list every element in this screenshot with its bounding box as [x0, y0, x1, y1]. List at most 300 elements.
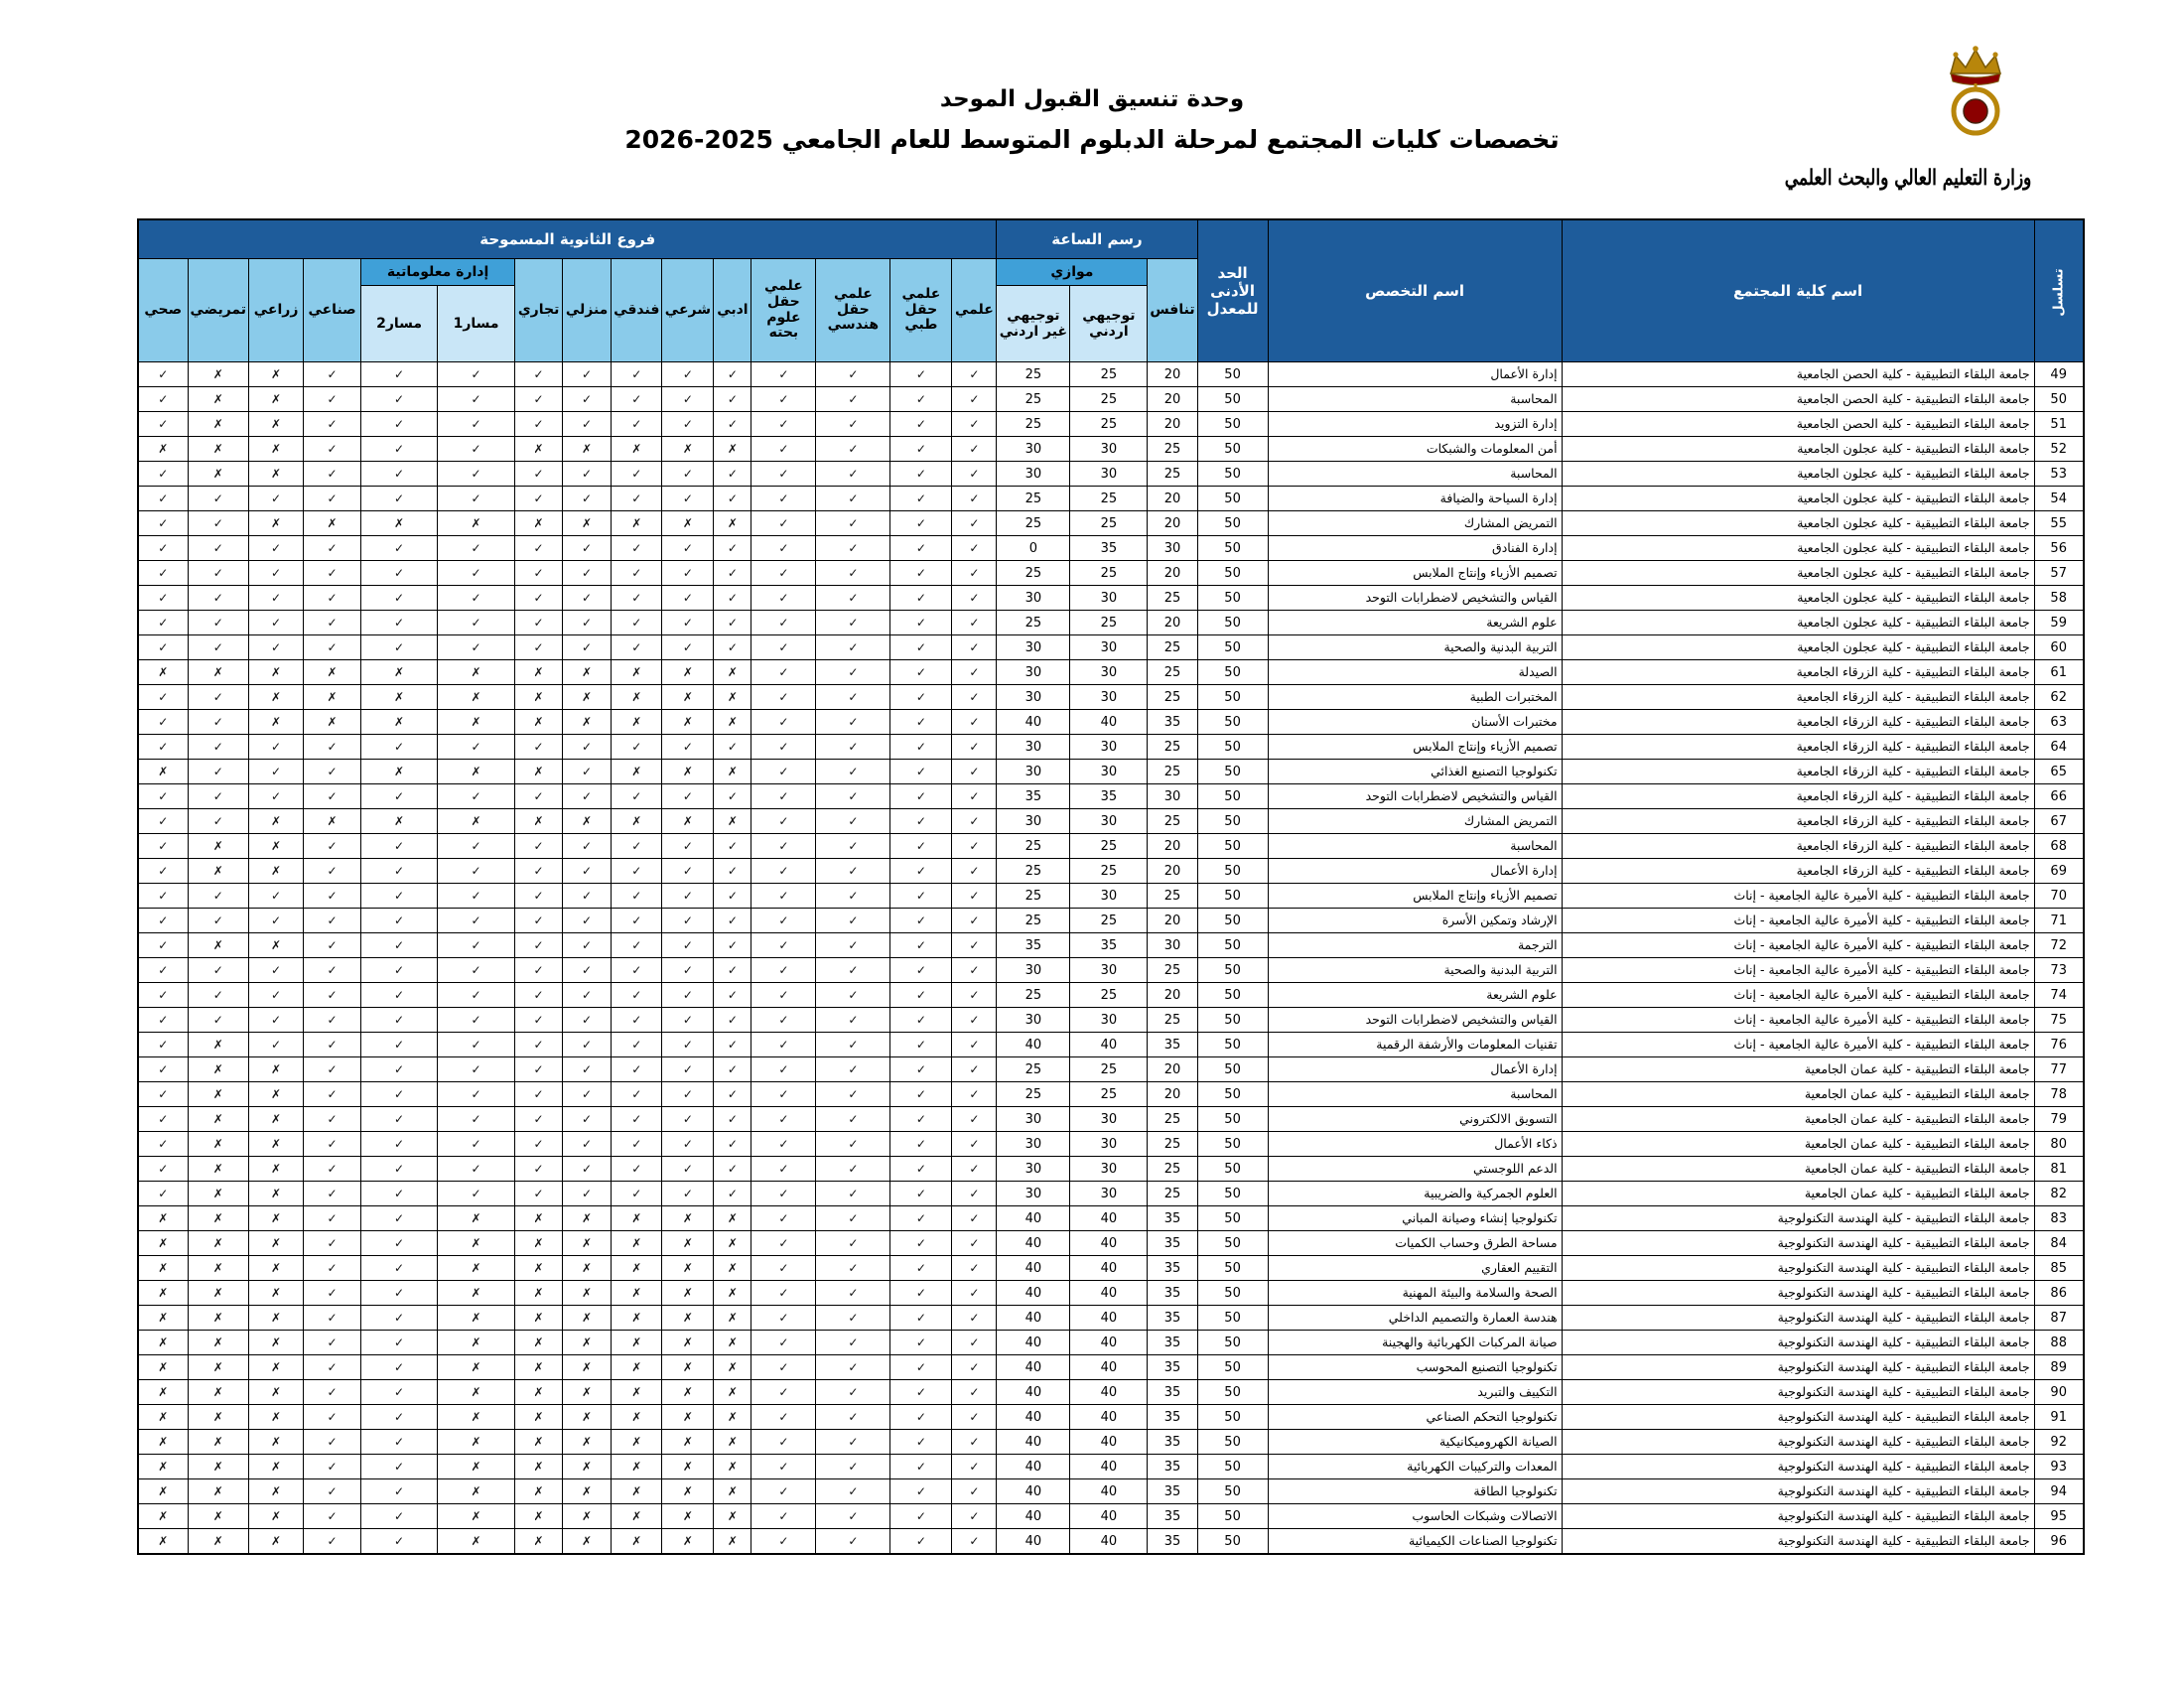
parallel-fee-jordanian-value: 30	[1070, 437, 1148, 462]
branch-allowed-mark: ✗	[563, 1331, 612, 1355]
branch-allowed-mark: ✗	[188, 1206, 249, 1231]
college-name: جامعة البلقاء التطبيقية - كلية الهندسة التكنولوجية	[1562, 1405, 2034, 1430]
branch-allowed-mark: ✗	[612, 1306, 662, 1331]
branch-allowed-mark: ✓	[138, 412, 188, 437]
branch-allowed-mark: ✗	[714, 511, 751, 536]
page-subtitle: تخصصات كليات المجتمع لمرحلة الدبلوم المتوسط للعام الجامعي 2025-2026	[624, 125, 1560, 155]
parallel-fee-non-jordanian-value: 40	[997, 1405, 1070, 1430]
branch-allowed-mark: ✓	[816, 1430, 890, 1455]
branch-allowed-mark: ✓	[515, 859, 563, 884]
competition-fee-value: 35	[1148, 1504, 1197, 1529]
competition-fee-value: 20	[1148, 611, 1197, 635]
col-header-sharia: شرعي	[662, 259, 714, 362]
branch-allowed-mark: ✓	[563, 1157, 612, 1182]
branch-allowed-mark: ✓	[890, 685, 952, 710]
branch-allowed-mark: ✗	[563, 1355, 612, 1380]
parallel-fee-jordanian-value: 40	[1070, 1405, 1148, 1430]
college-name: جامعة البلقاء التطبيقية - كلية الزرقاء الجامعية	[1562, 859, 2034, 884]
branch-allowed-mark: ✓	[952, 859, 997, 884]
college-name: جامعة البلقاء التطبيقية - كلية الحصن الجامعية	[1562, 362, 2034, 387]
branch-allowed-mark: ✓	[563, 884, 612, 909]
branch-allowed-mark: ✓	[438, 586, 515, 611]
branch-allowed-mark: ✓	[438, 909, 515, 933]
branch-allowed-mark: ✓	[138, 685, 188, 710]
college-name: جامعة البلقاء التطبيقية - كلية الهندسة التكنولوجية	[1562, 1206, 2034, 1231]
branch-allowed-mark: ✓	[515, 884, 563, 909]
specialization-name: إدارة الأعمال	[1268, 859, 1562, 884]
branch-allowed-mark: ✓	[714, 784, 751, 809]
branch-allowed-mark: ✓	[188, 536, 249, 561]
competition-fee-value: 35	[1148, 1281, 1197, 1306]
branch-allowed-mark: ✗	[138, 1529, 188, 1555]
branch-allowed-mark: ✓	[816, 809, 890, 834]
branch-allowed-mark: ✓	[612, 586, 662, 611]
branch-allowed-mark: ✗	[714, 1479, 751, 1504]
col-header-competition: تنافس	[1148, 259, 1197, 362]
parallel-fee-non-jordanian-value: 25	[997, 511, 1070, 536]
branch-allowed-mark: ✓	[138, 1057, 188, 1082]
branch-allowed-mark: ✓	[438, 1008, 515, 1033]
competition-fee-value: 35	[1148, 1256, 1197, 1281]
table-row	[138, 834, 2084, 859]
branch-allowed-mark: ✓	[662, 983, 714, 1008]
college-name: جامعة البلقاء التطبيقية - كلية الهندسة التكنولوجية	[1562, 1479, 2034, 1504]
specialization-name: التقييم العقاري	[1268, 1256, 1562, 1281]
branch-allowed-mark: ✓	[751, 536, 816, 561]
branch-allowed-mark: ✗	[438, 1231, 515, 1256]
branch-allowed-mark: ✗	[563, 1281, 612, 1306]
college-name: جامعة البلقاء التطبيقية - كلية عجلون الجامعية	[1562, 487, 2034, 511]
branch-allowed-mark: ✓	[188, 958, 249, 983]
branch-allowed-mark: ✗	[138, 1231, 188, 1256]
parallel-fee-jordanian-value: 25	[1070, 909, 1148, 933]
branch-allowed-mark: ✓	[612, 1132, 662, 1157]
branch-allowed-mark: ✗	[515, 1355, 563, 1380]
branch-allowed-mark: ✓	[890, 1107, 952, 1132]
row-serial: 55	[2034, 511, 2084, 536]
college-name: جامعة البلقاء التطبيقية - كلية الزرقاء الجامعية	[1562, 710, 2034, 735]
branch-allowed-mark: ✓	[952, 1529, 997, 1555]
table-row	[138, 1306, 2084, 1331]
branch-allowed-mark: ✓	[890, 859, 952, 884]
branch-allowed-mark: ✓	[952, 536, 997, 561]
branch-allowed-mark: ✓	[304, 784, 361, 809]
branch-allowed-mark: ✓	[361, 1455, 438, 1479]
branch-allowed-mark: ✓	[816, 1405, 890, 1430]
parallel-fee-jordanian-value: 30	[1070, 685, 1148, 710]
parallel-fee-non-jordanian-value: 30	[997, 1107, 1070, 1132]
col-header-agricultural: زراعي	[249, 259, 304, 362]
branch-allowed-mark: ✓	[515, 1132, 563, 1157]
branch-allowed-mark: ✓	[304, 1107, 361, 1132]
row-serial: 80	[2034, 1132, 2084, 1157]
branch-allowed-mark: ✓	[751, 933, 816, 958]
branch-allowed-mark: ✓	[138, 1082, 188, 1107]
branch-allowed-mark: ✓	[890, 635, 952, 660]
branch-allowed-mark: ✗	[249, 685, 304, 710]
branch-allowed-mark: ✓	[714, 983, 751, 1008]
branch-allowed-mark: ✗	[188, 1033, 249, 1057]
branch-allowed-mark: ✓	[563, 635, 612, 660]
table-row	[138, 511, 2084, 536]
table-row	[138, 1504, 2084, 1529]
branch-allowed-mark: ✓	[662, 884, 714, 909]
specialization-name: المختبرات الطبية	[1268, 685, 1562, 710]
branch-allowed-mark: ✗	[188, 1281, 249, 1306]
college-name: جامعة البلقاء التطبيقية - كلية الهندسة التكنولوجية	[1562, 1504, 2034, 1529]
branch-allowed-mark: ✓	[714, 933, 751, 958]
branch-allowed-mark: ✓	[361, 1082, 438, 1107]
branch-allowed-mark: ✓	[662, 412, 714, 437]
branch-allowed-mark: ✓	[438, 362, 515, 387]
row-serial: 54	[2034, 487, 2084, 511]
col-header-college: اسم كلية المجتمع	[1562, 219, 2034, 362]
min-average-value: 50	[1197, 412, 1268, 437]
parallel-fee-non-jordanian-value: 25	[997, 983, 1070, 1008]
branch-allowed-mark: ✗	[612, 1206, 662, 1231]
branch-allowed-mark: ✓	[612, 784, 662, 809]
branch-allowed-mark: ✓	[515, 1008, 563, 1033]
min-average-value: 50	[1197, 1157, 1268, 1182]
college-name: جامعة البلقاء التطبيقية - كلية عمان الجامعية	[1562, 1157, 2034, 1182]
branch-allowed-mark: ✓	[890, 362, 952, 387]
branch-allowed-mark: ✓	[952, 834, 997, 859]
competition-fee-value: 20	[1148, 834, 1197, 859]
parallel-fee-non-jordanian-value: 35	[997, 933, 1070, 958]
parallel-fee-jordanian-value: 30	[1070, 1132, 1148, 1157]
table-row	[138, 1331, 2084, 1355]
branch-allowed-mark: ✓	[662, 362, 714, 387]
min-average-value: 50	[1197, 859, 1268, 884]
branch-allowed-mark: ✓	[751, 1182, 816, 1206]
branch-allowed-mark: ✓	[188, 511, 249, 536]
branch-allowed-mark: ✓	[304, 735, 361, 760]
branch-allowed-mark: ✗	[662, 760, 714, 784]
branch-allowed-mark: ✓	[816, 511, 890, 536]
branch-allowed-mark: ✓	[515, 983, 563, 1008]
branch-allowed-mark: ✓	[952, 933, 997, 958]
parallel-fee-non-jordanian-value: 40	[997, 1479, 1070, 1504]
branch-allowed-mark: ✗	[662, 685, 714, 710]
table-row	[138, 586, 2084, 611]
min-average-value: 50	[1197, 1306, 1268, 1331]
branch-allowed-mark: ✓	[515, 536, 563, 561]
branch-allowed-mark: ✓	[138, 586, 188, 611]
branch-allowed-mark: ✓	[563, 1008, 612, 1033]
branch-allowed-mark: ✗	[515, 1331, 563, 1355]
branch-allowed-mark: ✗	[361, 660, 438, 685]
branch-allowed-mark: ✗	[438, 1455, 515, 1479]
table-row	[138, 1231, 2084, 1256]
branch-allowed-mark: ✓	[890, 784, 952, 809]
specialization-name: القياس والتشخيص لاضطرابات التوحد	[1268, 1008, 1562, 1033]
branch-allowed-mark: ✗	[188, 1157, 249, 1182]
branch-allowed-mark: ✗	[563, 1405, 612, 1430]
min-average-value: 50	[1197, 1107, 1268, 1132]
branch-allowed-mark: ✗	[249, 1281, 304, 1306]
college-name: جامعة البلقاء التطبيقية - كلية الهندسة التكنولوجية	[1562, 1380, 2034, 1405]
min-average-value: 50	[1197, 387, 1268, 412]
branch-allowed-mark: ✓	[138, 859, 188, 884]
branch-allowed-mark: ✗	[612, 1529, 662, 1555]
branch-allowed-mark: ✗	[249, 834, 304, 859]
branch-allowed-mark: ✗	[563, 1479, 612, 1504]
competition-fee-value: 30	[1148, 536, 1197, 561]
branch-allowed-mark: ✓	[890, 1529, 952, 1555]
branch-allowed-mark: ✓	[952, 1380, 997, 1405]
branch-allowed-mark: ✓	[612, 1107, 662, 1132]
branch-allowed-mark: ✓	[816, 834, 890, 859]
specialization-name: تكنولوجيا التصنيع المحوسب	[1268, 1355, 1562, 1380]
parallel-fee-jordanian-value: 40	[1070, 1281, 1148, 1306]
parallel-fee-non-jordanian-value: 25	[997, 561, 1070, 586]
branch-allowed-mark: ✓	[438, 487, 515, 511]
competition-fee-value: 25	[1148, 660, 1197, 685]
branch-allowed-mark: ✓	[249, 611, 304, 635]
branch-allowed-mark: ✓	[816, 660, 890, 685]
branch-allowed-mark: ✓	[662, 561, 714, 586]
branch-allowed-mark: ✓	[304, 1479, 361, 1504]
branch-allowed-mark: ✗	[188, 412, 249, 437]
branch-allowed-mark: ✓	[304, 983, 361, 1008]
row-serial: 51	[2034, 412, 2084, 437]
branch-allowed-mark: ✗	[188, 1256, 249, 1281]
col-header-home-economics: منزلي	[563, 259, 612, 362]
branch-allowed-mark: ✓	[714, 834, 751, 859]
branch-allowed-mark: ✗	[188, 437, 249, 462]
branch-allowed-mark: ✓	[304, 1405, 361, 1430]
parallel-fee-non-jordanian-value: 30	[997, 958, 1070, 983]
branch-allowed-mark: ✓	[816, 462, 890, 487]
branch-allowed-mark: ✗	[612, 1504, 662, 1529]
branch-allowed-mark: ✓	[563, 412, 612, 437]
college-name: جامعة البلقاء التطبيقية - كلية الأميرة عالية الجامعية - إناث	[1562, 1008, 2034, 1033]
branch-allowed-mark: ✓	[816, 1504, 890, 1529]
table-header	[138, 219, 2084, 362]
competition-fee-value: 20	[1148, 487, 1197, 511]
branch-allowed-mark: ✓	[563, 1182, 612, 1206]
branch-allowed-mark: ✓	[816, 735, 890, 760]
college-name: جامعة البلقاء التطبيقية - كلية الزرقاء الجامعية	[1562, 760, 2034, 784]
branch-allowed-mark: ✓	[361, 1380, 438, 1405]
branch-allowed-mark: ✓	[515, 1033, 563, 1057]
branch-allowed-mark: ✓	[563, 586, 612, 611]
branch-allowed-mark: ✓	[952, 1082, 997, 1107]
branch-allowed-mark: ✗	[714, 1355, 751, 1380]
branch-allowed-mark: ✗	[563, 511, 612, 536]
branch-allowed-mark: ✓	[751, 983, 816, 1008]
col-header-ilmi: علمي	[952, 259, 997, 362]
branch-allowed-mark: ✓	[816, 1380, 890, 1405]
min-average-value: 50	[1197, 809, 1268, 834]
parallel-fee-jordanian-value: 35	[1070, 784, 1148, 809]
branch-allowed-mark: ✗	[612, 1231, 662, 1256]
branch-allowed-mark: ✓	[751, 1479, 816, 1504]
parallel-fee-jordanian-value: 30	[1070, 586, 1148, 611]
col-header-tawjihi-non-jordanian: توجيهي غير اردني	[997, 286, 1070, 362]
parallel-fee-jordanian-value: 25	[1070, 511, 1148, 536]
min-average-value: 50	[1197, 611, 1268, 635]
branch-allowed-mark: ✓	[138, 1107, 188, 1132]
parallel-fee-jordanian-value: 25	[1070, 834, 1148, 859]
branch-allowed-mark: ✗	[714, 760, 751, 784]
competition-fee-value: 20	[1148, 1082, 1197, 1107]
branch-allowed-mark: ✗	[714, 1430, 751, 1455]
branch-allowed-mark: ✓	[515, 1107, 563, 1132]
branch-allowed-mark: ✗	[249, 1306, 304, 1331]
college-name: جامعة البلقاء التطبيقية - كلية الهندسة التكنولوجية	[1562, 1256, 2034, 1281]
branch-allowed-mark: ✓	[361, 1132, 438, 1157]
table-row	[138, 735, 2084, 760]
specialization-name: تكنولوجيا الطاقة	[1268, 1479, 1562, 1504]
branch-allowed-mark: ✓	[751, 586, 816, 611]
parallel-fee-jordanian-value: 30	[1070, 635, 1148, 660]
min-average-value: 50	[1197, 1082, 1268, 1107]
branch-allowed-mark: ✗	[188, 1355, 249, 1380]
branch-allowed-mark: ✓	[361, 1256, 438, 1281]
branch-allowed-mark: ✓	[816, 1355, 890, 1380]
branch-allowed-mark: ✓	[563, 387, 612, 412]
branch-allowed-mark: ✓	[563, 909, 612, 933]
branch-allowed-mark: ✓	[890, 1430, 952, 1455]
branch-allowed-mark: ✓	[249, 784, 304, 809]
branch-allowed-mark: ✓	[816, 909, 890, 933]
min-average-value: 50	[1197, 784, 1268, 809]
branch-allowed-mark: ✓	[662, 834, 714, 859]
branch-allowed-mark: ✓	[304, 487, 361, 511]
branch-allowed-mark: ✓	[138, 983, 188, 1008]
branch-allowed-mark: ✓	[890, 1231, 952, 1256]
branch-allowed-mark: ✗	[515, 710, 563, 735]
branch-allowed-mark: ✗	[438, 710, 515, 735]
parallel-fee-non-jordanian-value: 40	[997, 1529, 1070, 1555]
branch-allowed-mark: ✓	[612, 635, 662, 660]
branch-allowed-mark: ✓	[751, 685, 816, 710]
competition-fee-value: 35	[1148, 1380, 1197, 1405]
branch-allowed-mark: ✗	[188, 1504, 249, 1529]
branch-allowed-mark: ✓	[612, 462, 662, 487]
branch-allowed-mark: ✓	[515, 635, 563, 660]
branch-allowed-mark: ✗	[188, 1082, 249, 1107]
branch-allowed-mark: ✓	[714, 362, 751, 387]
branch-allowed-mark: ✗	[563, 1455, 612, 1479]
branch-allowed-mark: ✗	[188, 1380, 249, 1405]
branch-allowed-mark: ✓	[249, 760, 304, 784]
branch-allowed-mark: ✗	[188, 362, 249, 387]
branch-allowed-mark: ✗	[612, 511, 662, 536]
branch-allowed-mark: ✗	[249, 1057, 304, 1082]
branch-allowed-mark: ✓	[361, 1479, 438, 1504]
parallel-fee-jordanian-value: 30	[1070, 884, 1148, 909]
branch-allowed-mark: ✓	[890, 586, 952, 611]
parallel-fee-jordanian-value: 40	[1070, 1256, 1148, 1281]
branch-allowed-mark: ✓	[515, 1057, 563, 1082]
branch-allowed-mark: ✓	[751, 1033, 816, 1057]
branch-allowed-mark: ✓	[304, 635, 361, 660]
specialization-name: إدارة الفنادق	[1268, 536, 1562, 561]
college-name: جامعة البلقاء التطبيقية - كلية عجلون الجامعية	[1562, 561, 2034, 586]
min-average-value: 50	[1197, 760, 1268, 784]
branch-allowed-mark: ✓	[714, 387, 751, 412]
branch-allowed-mark: ✓	[751, 511, 816, 536]
branch-allowed-mark: ✓	[304, 1281, 361, 1306]
row-serial: 53	[2034, 462, 2084, 487]
branch-allowed-mark: ✓	[515, 735, 563, 760]
branch-allowed-mark: ✓	[751, 1132, 816, 1157]
row-serial: 93	[2034, 1455, 2084, 1479]
branch-allowed-mark: ✓	[249, 586, 304, 611]
branch-allowed-mark: ✗	[249, 387, 304, 412]
branch-allowed-mark: ✓	[662, 933, 714, 958]
branch-allowed-mark: ✓	[304, 1331, 361, 1355]
competition-fee-value: 35	[1148, 710, 1197, 735]
branch-allowed-mark: ✗	[249, 1082, 304, 1107]
branch-allowed-mark: ✓	[188, 561, 249, 586]
branch-allowed-mark: ✓	[890, 933, 952, 958]
branch-allowed-mark: ✓	[714, 635, 751, 660]
parallel-fee-jordanian-value: 40	[1070, 1504, 1148, 1529]
table-row	[138, 859, 2084, 884]
branch-allowed-mark: ✓	[714, 909, 751, 933]
competition-fee-value: 35	[1148, 1355, 1197, 1380]
competition-fee-value: 35	[1148, 1231, 1197, 1256]
branch-allowed-mark: ✗	[438, 1529, 515, 1555]
branch-allowed-mark: ✓	[816, 1206, 890, 1231]
branch-allowed-mark: ✓	[304, 1206, 361, 1231]
table-row	[138, 635, 2084, 660]
branch-allowed-mark: ✗	[249, 1132, 304, 1157]
parallel-fee-non-jordanian-value: 40	[997, 1504, 1070, 1529]
branch-allowed-mark: ✓	[952, 487, 997, 511]
parallel-fee-jordanian-value: 40	[1070, 1529, 1148, 1555]
parallel-fee-jordanian-value: 35	[1070, 536, 1148, 561]
branch-allowed-mark: ✓	[816, 1231, 890, 1256]
parallel-fee-jordanian-value: 40	[1070, 1306, 1148, 1331]
specialization-name: التربية البدنية والصحية	[1268, 958, 1562, 983]
branch-allowed-mark: ✓	[662, 387, 714, 412]
parallel-fee-jordanian-value: 30	[1070, 660, 1148, 685]
table-row	[138, 611, 2084, 635]
table-row	[138, 1529, 2084, 1555]
specialization-name: المحاسبة	[1268, 387, 1562, 412]
branch-allowed-mark: ✓	[952, 1157, 997, 1182]
branch-allowed-mark: ✗	[188, 1405, 249, 1430]
branch-allowed-mark: ✓	[361, 909, 438, 933]
table-row	[138, 1008, 2084, 1033]
branch-allowed-mark: ✓	[304, 1182, 361, 1206]
branch-allowed-mark: ✓	[612, 834, 662, 859]
branch-allowed-mark: ✓	[138, 909, 188, 933]
branch-allowed-mark: ✓	[304, 884, 361, 909]
branch-allowed-mark: ✓	[361, 536, 438, 561]
branch-allowed-mark: ✓	[138, 1132, 188, 1157]
branch-allowed-mark: ✓	[952, 1455, 997, 1479]
branch-allowed-mark: ✗	[515, 1479, 563, 1504]
branch-allowed-mark: ✗	[188, 1430, 249, 1455]
branch-allowed-mark: ✗	[249, 412, 304, 437]
branch-allowed-mark: ✓	[952, 1306, 997, 1331]
parallel-fee-non-jordanian-value: 30	[997, 809, 1070, 834]
branch-allowed-mark: ✓	[714, 1107, 751, 1132]
branch-allowed-mark: ✓	[952, 1107, 997, 1132]
table-row	[138, 983, 2084, 1008]
branch-allowed-mark: ✗	[188, 660, 249, 685]
branch-allowed-mark: ✓	[361, 561, 438, 586]
branch-allowed-mark: ✓	[751, 1455, 816, 1479]
branch-allowed-mark: ✗	[249, 1405, 304, 1430]
branch-allowed-mark: ✓	[890, 1182, 952, 1206]
branch-allowed-mark: ✓	[816, 611, 890, 635]
